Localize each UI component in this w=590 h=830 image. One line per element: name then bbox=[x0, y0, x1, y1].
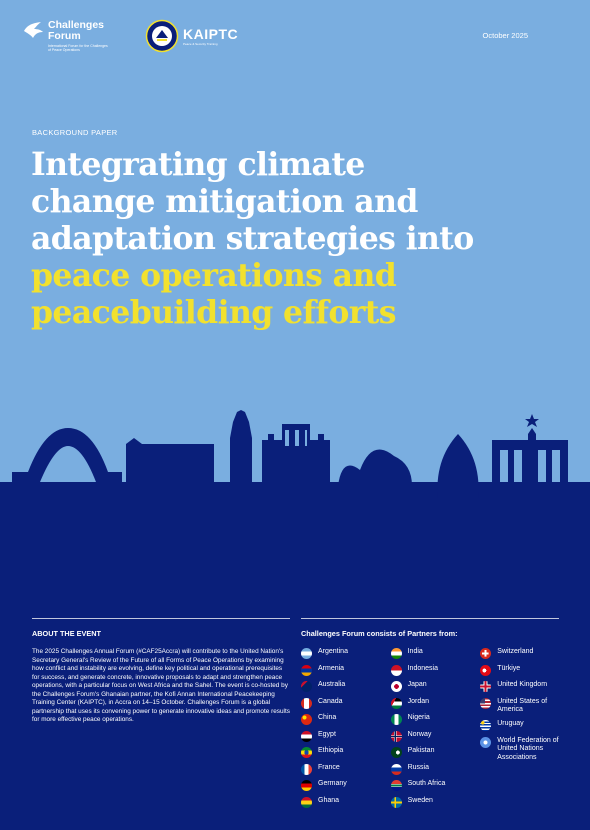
india-flag-icon bbox=[391, 648, 402, 659]
about-heading: ABOUT THE EVENT bbox=[32, 629, 101, 638]
about-section bbox=[32, 618, 290, 725]
argentina-flag-icon bbox=[301, 648, 312, 659]
france-flag-icon bbox=[301, 764, 312, 775]
partner-item bbox=[480, 665, 559, 676]
sweden-flag-icon bbox=[391, 797, 402, 808]
partner-item bbox=[301, 797, 391, 808]
cf-logo-line2: Forum bbox=[48, 30, 81, 42]
partner-item bbox=[391, 747, 481, 758]
kaiptc-name: KAIPTC bbox=[183, 26, 239, 42]
partner-item bbox=[391, 714, 481, 725]
publication-date: October 2025 bbox=[482, 31, 528, 40]
partners-list bbox=[301, 648, 559, 813]
cf-logo-tagline: International Forum for the Challenges of Peace Operations bbox=[48, 44, 108, 52]
dove-icon bbox=[22, 20, 44, 42]
partner-item bbox=[391, 665, 481, 676]
nigeria-flag-icon bbox=[391, 714, 402, 725]
partners-section bbox=[301, 618, 559, 813]
armenia-flag-icon bbox=[301, 665, 312, 676]
partner-item bbox=[301, 681, 391, 692]
partner-item bbox=[480, 720, 559, 731]
partner-item bbox=[391, 780, 481, 791]
partner-name: Ethiopia bbox=[318, 747, 344, 754]
partner-name: Canada bbox=[318, 697, 343, 705]
partner-name: Pakistan bbox=[407, 747, 435, 754]
partner-name: Jordan bbox=[407, 697, 430, 705]
partner-name: Nigeria bbox=[407, 714, 430, 721]
partner-name: Switzerland bbox=[497, 648, 534, 655]
kaiptc-tagline: Peace & Security Training bbox=[183, 42, 218, 46]
united-kingdom-flag-icon bbox=[480, 681, 491, 692]
partner-item bbox=[391, 764, 481, 775]
indonesia-flag-icon bbox=[391, 665, 402, 676]
partner-name: Egypt bbox=[318, 730, 336, 738]
partners-column bbox=[391, 648, 481, 813]
page-title bbox=[31, 146, 551, 331]
cf-logo-line1: Challenges bbox=[48, 19, 105, 31]
ghana-flag-icon bbox=[301, 797, 312, 808]
partner-item bbox=[391, 698, 481, 709]
australia-flag-icon bbox=[301, 681, 312, 692]
norway-flag-icon bbox=[391, 731, 402, 742]
partner-name: Japan bbox=[407, 681, 427, 688]
partner-name: Ghana bbox=[318, 796, 340, 804]
partner-item bbox=[480, 698, 559, 715]
kaiptc-logo bbox=[145, 19, 238, 53]
partner-item bbox=[480, 648, 559, 659]
partner-name: World Federation of United Nations Associations bbox=[497, 736, 559, 761]
partner-name: Armenia bbox=[318, 664, 345, 672]
partner-name: Australia bbox=[318, 681, 346, 688]
partner-item bbox=[480, 737, 559, 763]
uruguay-flag-icon bbox=[480, 720, 491, 731]
partner-name: United States of America bbox=[497, 697, 548, 713]
partners-column bbox=[480, 648, 559, 813]
partner-name: Sweden bbox=[407, 796, 433, 804]
jordan-flag-icon bbox=[391, 698, 402, 709]
city-skyline-illustration bbox=[0, 400, 590, 500]
partner-item bbox=[301, 714, 391, 725]
title-line-2: change mitigation and bbox=[31, 183, 418, 220]
partner-name: Türkiye bbox=[497, 664, 521, 672]
russia-flag-icon bbox=[391, 764, 402, 775]
usa-flag-icon bbox=[480, 698, 491, 709]
pakistan-flag-icon bbox=[391, 747, 402, 758]
challenges-forum-logo bbox=[22, 20, 110, 52]
kaiptc-emblem-icon bbox=[145, 19, 179, 53]
partner-item bbox=[301, 648, 391, 659]
partner-name: South Africa bbox=[407, 780, 446, 787]
divider bbox=[32, 618, 290, 619]
partner-item bbox=[391, 797, 481, 808]
switzerland-flag-icon bbox=[480, 648, 491, 659]
partner-name: Uruguay bbox=[497, 720, 524, 727]
title-line-3: adaptation strategies into bbox=[31, 220, 474, 257]
partner-item bbox=[480, 681, 559, 692]
partners-column bbox=[301, 648, 391, 813]
china-flag-icon bbox=[301, 714, 312, 725]
partner-name: Germany bbox=[318, 780, 347, 787]
partner-name: India bbox=[407, 648, 423, 655]
partner-name: France bbox=[318, 763, 340, 771]
partner-item bbox=[301, 731, 391, 742]
partner-item bbox=[301, 747, 391, 758]
partner-item bbox=[301, 698, 391, 709]
about-body: The 2025 Challenges Annual Forum (#CAF25Accra) will contribute to the United Nation's Secretary General's Review of the Future of all Forms of Peace Operations by examining how conflict and instability are evolving, define key political and operational prerequisites for success, and generate concrete, innovative proposals to adapt and strengthen peace operations, with a particular focus on West Africa and the Sahel. The event is co-hosted by the Challenges Forum's Ghanaian partner, the Kofi Annan International Peacekeeping Training Center (KAIPTC), in Accra on 14–15 October. Challenges Forum is a global partnership that uses its convening power to generate innovative ideas and promote results for more effective peace operations. bbox=[32, 648, 290, 723]
wfuna-flag-icon bbox=[480, 737, 491, 748]
title-line-1: Integrating climate bbox=[31, 146, 365, 183]
partner-item bbox=[391, 648, 481, 659]
partner-item bbox=[301, 780, 391, 791]
divider bbox=[301, 618, 559, 619]
partner-name: Russia bbox=[407, 763, 430, 771]
title-line-5: peacebuilding efforts bbox=[31, 294, 396, 331]
ethiopia-flag-icon bbox=[301, 747, 312, 758]
partner-name: China bbox=[318, 714, 337, 721]
partner-item bbox=[391, 731, 481, 742]
south-africa-flag-icon bbox=[391, 780, 402, 791]
egypt-flag-icon bbox=[301, 731, 312, 742]
partner-name: United Kingdom bbox=[497, 681, 548, 688]
japan-flag-icon bbox=[391, 681, 402, 692]
partner-name: Argentina bbox=[318, 648, 348, 655]
partner-name: Indonesia bbox=[407, 664, 438, 672]
partner-name: Norway bbox=[407, 730, 432, 738]
turkiye-flag-icon bbox=[480, 665, 491, 676]
partner-item bbox=[301, 764, 391, 775]
partner-item bbox=[391, 681, 481, 692]
title-line-4: peace operations and bbox=[31, 257, 397, 294]
germany-flag-icon bbox=[301, 780, 312, 791]
partner-item bbox=[301, 665, 391, 676]
canada-flag-icon bbox=[301, 698, 312, 709]
document-type-label: BACKGROUND PAPER bbox=[32, 128, 118, 137]
partners-heading: Challenges Forum consists of Partners from: bbox=[301, 629, 458, 638]
